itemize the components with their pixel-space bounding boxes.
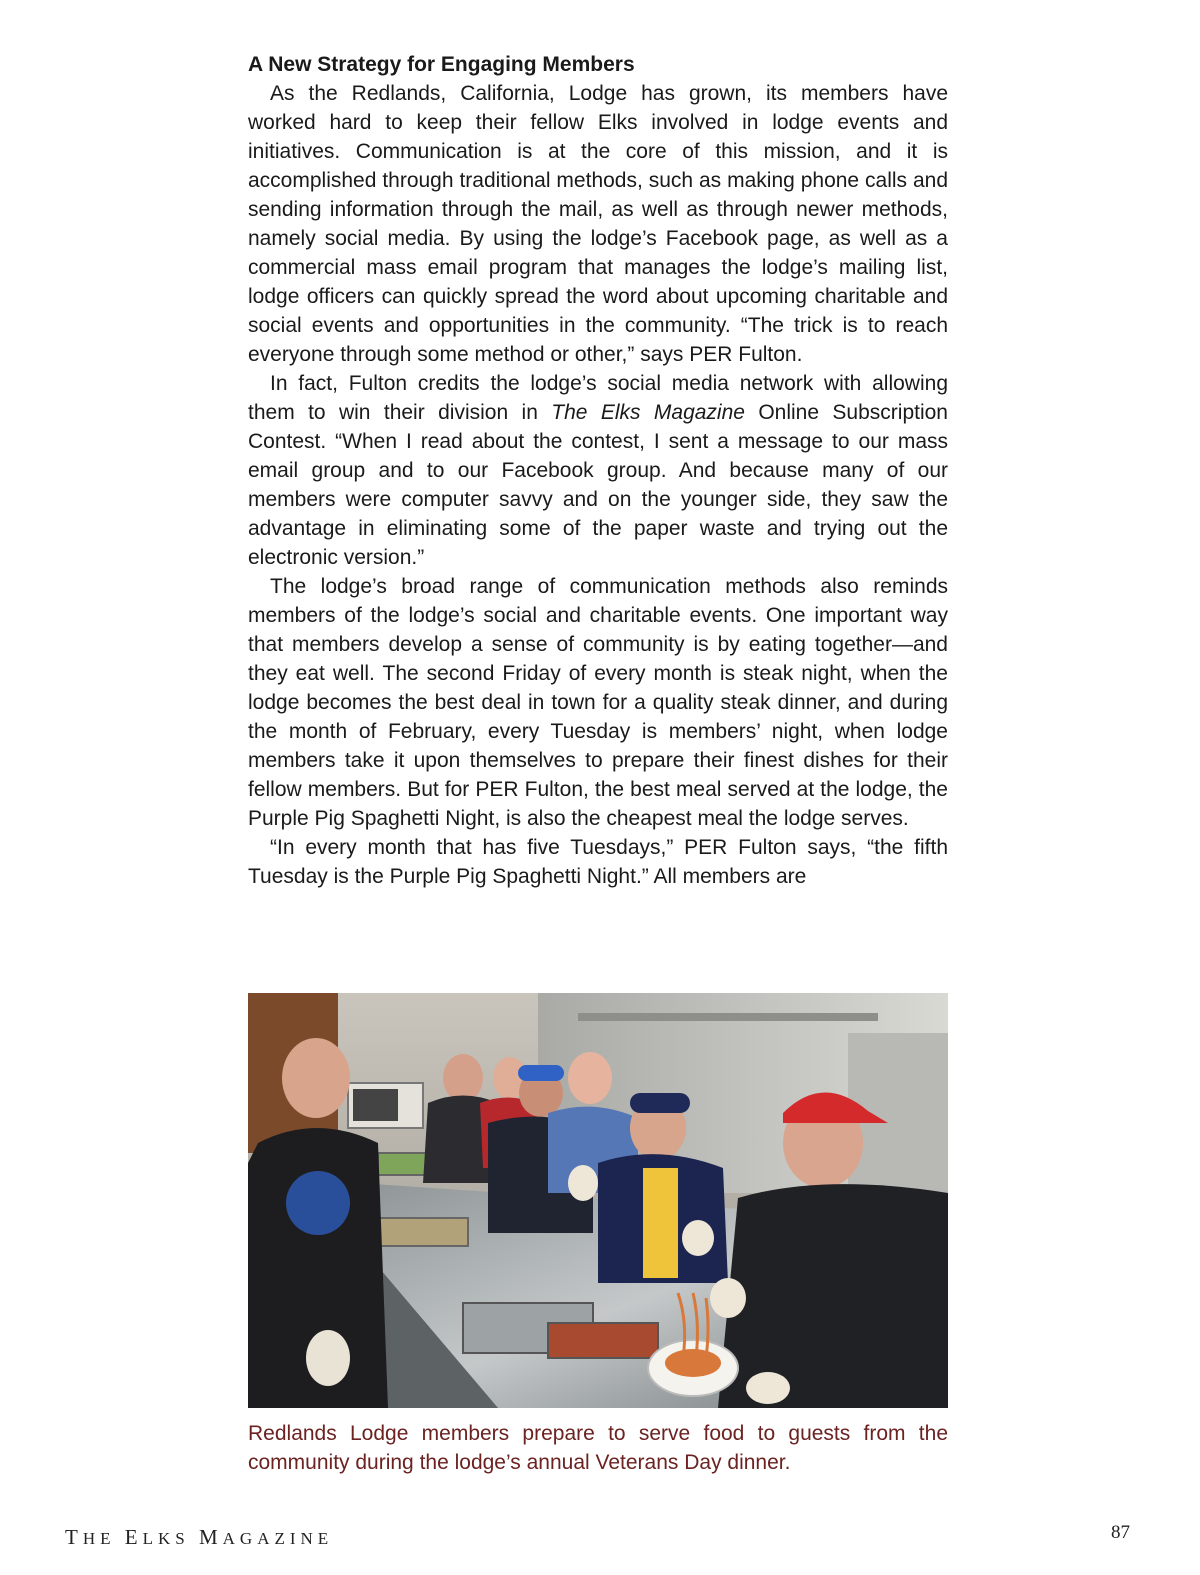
footer-title-part-4: LKS (142, 1529, 199, 1548)
article-heading: A New Strategy for Engaging Members (248, 53, 635, 76)
footer-title-part-1: T (65, 1525, 83, 1549)
footer-title-part-6: AGAZINE (222, 1529, 334, 1548)
paragraph-2-text-b: Online Subscription Contest. “When I read about the contest, I sent a message to our mass email group and to our Facebook group. And because many of our members were computer savvy and on the younger side, they saw the advantage in eliminating some of the paper waste and trying out the electronic version.” (248, 401, 948, 569)
kitchen-photo (248, 993, 948, 1408)
photo-caption: Redlands Lodge members prepare to serve food to guests from the community during the lodge’s annual Veterans Day dinner. (248, 1422, 948, 1474)
footer-title-part-3: E (124, 1525, 143, 1549)
magazine-title-footer (65, 1525, 333, 1550)
paragraph-2 (248, 369, 948, 572)
footer-title-part-2: HE (82, 1529, 125, 1548)
article-column (248, 50, 948, 891)
page-number: 87 (1111, 1522, 1130, 1543)
paragraph-1: As the Redlands, California, Lodge has grown, its members have worked hard to keep their fellow Elks involved in lodge events and initiatives. Communication is at the core of this mission, and it is accomplished through traditional methods, such as making phone calls and sending information through the mail, as well as through newer methods, namely social media. By using the lodge’s Facebook page, as well as a commercial mass email program that manages the lodge’s mailing list, lodge officers can quickly spread the word about upcoming charitable and social events and opportunities in the community. “The trick is to reach everyone through some method or other,” says PER Fulton. (248, 82, 948, 366)
magazine-title-italic: The Elks Magazine (551, 401, 745, 424)
footer-title-part-5: M (198, 1525, 223, 1549)
paragraph-4: “In every month that has five Tuesdays,” PER Fulton says, “the fifth Tuesday is the Purple Pig Spaghetti Night.” All members are (248, 836, 948, 888)
paragraph-2-text-a: In fact, Fulton credits the lodge’s social media network with allowing them to win their division in (248, 372, 948, 424)
paragraph-3: The lodge’s broad range of communication methods also reminds members of the lodge’s social and charitable events. One important way that members develop a sense of community is by eating together—and they eat well. The second Friday of every month is steak night, when the lodge becomes the best deal in town for a quality steak dinner, and during the month of February, every Tuesday is members’ night, when lodge members take it upon themselves to prepare their finest dishes for their fellow members. But for PER Fulton, the best meal served at the lodge, the Purple Pig Spaghetti Night, is also the cheapest meal the lodge serves. (248, 575, 948, 830)
